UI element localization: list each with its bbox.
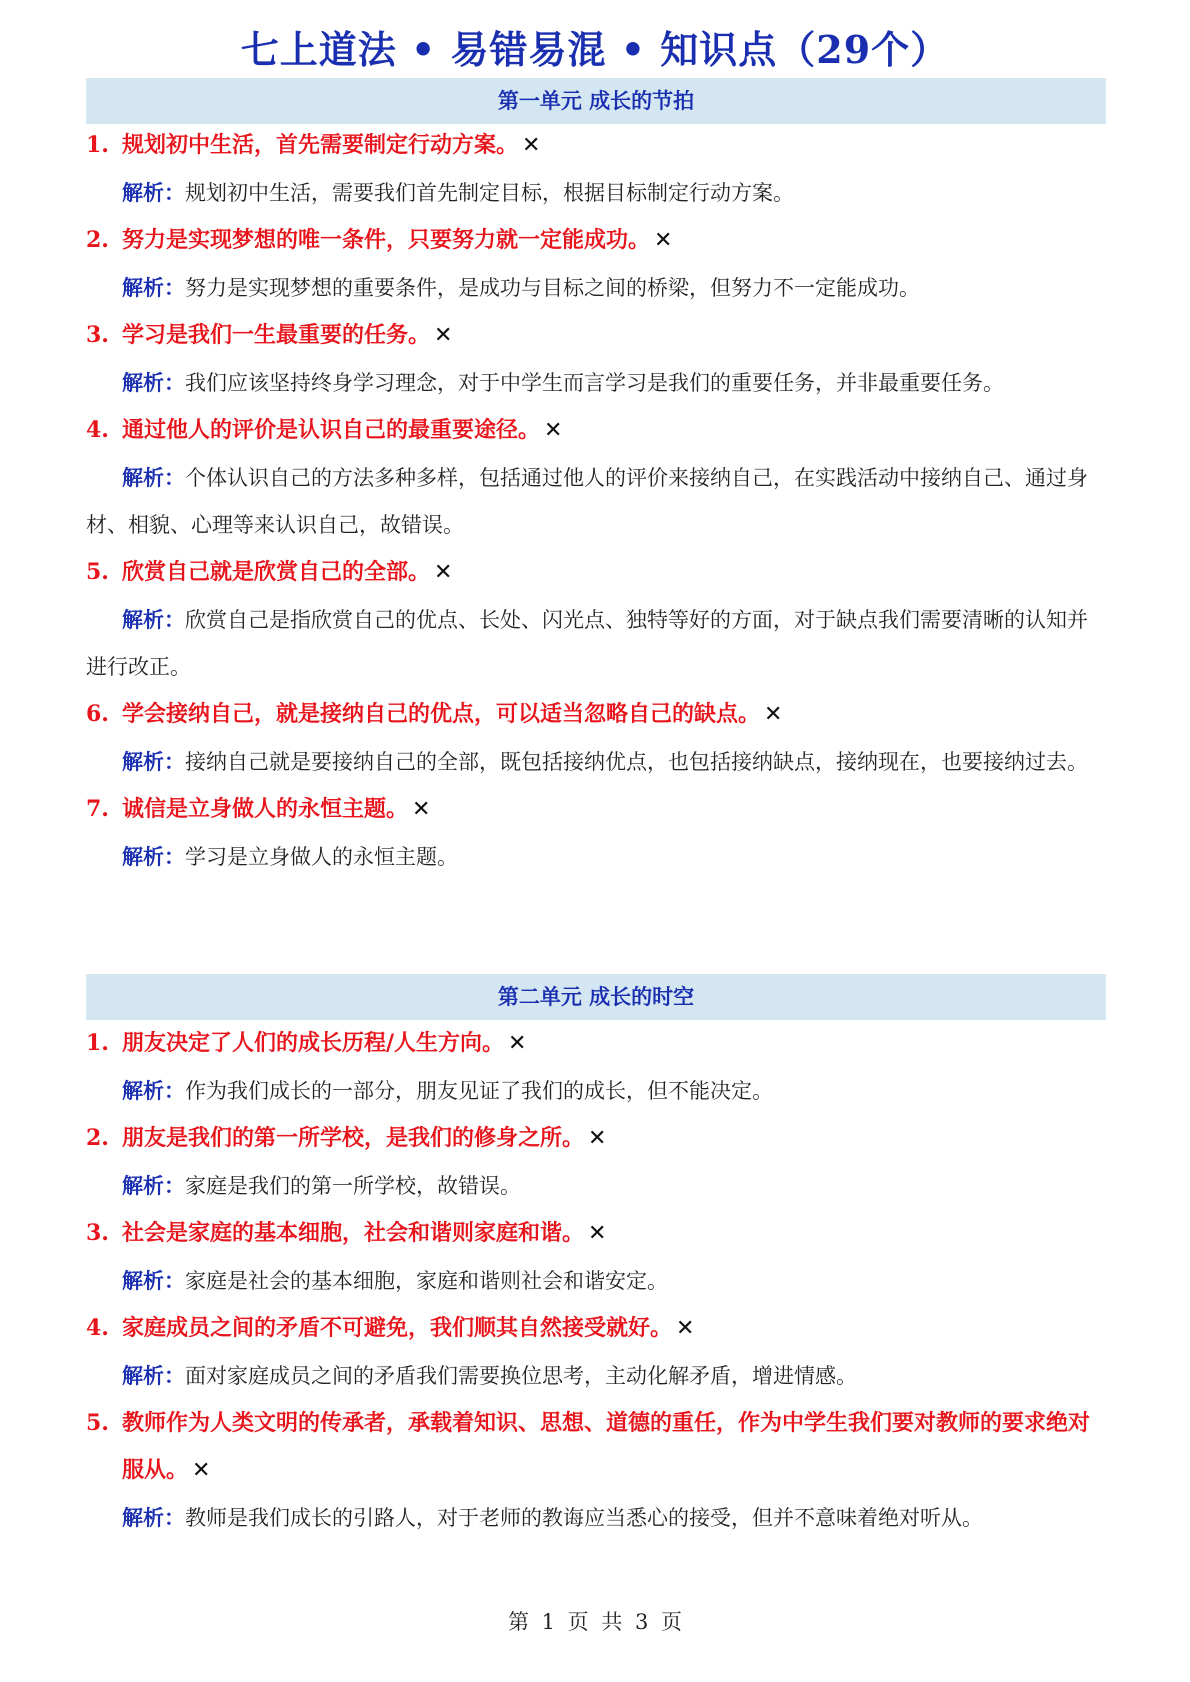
question-number: 1. xyxy=(86,1030,109,1056)
question-1-4 xyxy=(86,407,1106,454)
analysis-label: 解析： xyxy=(122,370,185,395)
question-text: 学会接纳自己，就是接纳自己的优点，可以适当忽略自己的缺点。 xyxy=(122,701,761,727)
wrong-mark-icon: ✕ xyxy=(588,1126,607,1151)
analysis-label: 解析： xyxy=(122,1268,185,1293)
unit-2-header: 第二单元 成长的时空 xyxy=(86,974,1106,1020)
question-1-7 xyxy=(86,786,1106,833)
page-title: 七上道法 • 易错易混 • 知识点（29个） xyxy=(240,27,950,72)
question-2-5 xyxy=(86,1400,1106,1494)
analysis-text: 学习是立身做人的永恒主题。 xyxy=(185,845,458,869)
analysis-text: 我们应该坚持终身学习理念，对于中学生而言学习是我们的重要任务，并非最重要任务。 xyxy=(185,371,1004,395)
question-number: 4. xyxy=(86,1315,109,1341)
analysis-2-2 xyxy=(86,1162,1106,1210)
question-1-6 xyxy=(86,691,1106,738)
analysis-text: 教师是我们成长的引路人，对于老师的教诲应当悉心的接受，但并不意味着绝对听从。 xyxy=(185,1506,983,1530)
analysis-label: 解析： xyxy=(122,1078,185,1103)
question-1-5 xyxy=(86,549,1106,596)
analysis-label: 解析： xyxy=(122,180,185,205)
question-number: 5. xyxy=(86,559,109,585)
wrong-mark-icon: ✕ xyxy=(588,1221,607,1246)
question-2-4 xyxy=(86,1305,1106,1352)
question-number: 2. xyxy=(86,1125,109,1151)
question-1-1 xyxy=(86,122,1106,169)
wrong-mark-icon: ✕ xyxy=(508,1031,527,1056)
question-number: 5. xyxy=(86,1410,109,1436)
question-number: 3. xyxy=(86,322,109,348)
question-text: 教师作为人类文明的传承者，承载着知识、思想、道德的重任，作为中学生我们要对教师的要求绝对服从。 xyxy=(122,1410,1091,1483)
unit-2-list xyxy=(86,1020,1106,1542)
analysis-1-3 xyxy=(86,359,1106,407)
question-text: 诚信是立身做人的永恒主题。 xyxy=(122,796,409,822)
question-number: 1. xyxy=(86,132,109,158)
analysis-1-6 xyxy=(86,738,1106,786)
wrong-mark-icon: ✕ xyxy=(764,702,783,727)
analysis-1-7 xyxy=(86,833,1106,881)
analysis-text: 个体认识自己的方法多种多样，包括通过他人的评价来接纳自己，在实践活动中接纳自己、通过身材、相貌、心理等来认识自己，故错误。 xyxy=(86,466,1088,537)
question-text: 社会是家庭的基本细胞，社会和谐则家庭和谐。 xyxy=(122,1220,585,1246)
wrong-mark-icon: ✕ xyxy=(522,133,541,158)
analysis-1-1 xyxy=(86,169,1106,217)
question-number: 7. xyxy=(86,796,109,822)
analysis-label: 解析： xyxy=(122,1363,185,1388)
question-text: 朋友是我们的第一所学校，是我们的修身之所。 xyxy=(122,1125,585,1151)
wrong-mark-icon: ✕ xyxy=(544,418,563,443)
analysis-label: 解析： xyxy=(122,1173,185,1198)
question-text: 努力是实现梦想的唯一条件，只要努力就一定能成功。 xyxy=(122,227,651,253)
analysis-2-1 xyxy=(86,1067,1106,1115)
unit-1-list xyxy=(86,122,1106,881)
question-1-3 xyxy=(86,312,1106,359)
question-1-2 xyxy=(86,217,1106,264)
analysis-label: 解析： xyxy=(122,844,185,869)
analysis-1-2 xyxy=(86,264,1106,312)
wrong-mark-icon: ✕ xyxy=(654,228,673,253)
analysis-2-3 xyxy=(86,1257,1106,1305)
question-text: 学习是我们一生最重要的任务。 xyxy=(122,322,431,348)
analysis-text: 家庭是社会的基本细胞，家庭和谐则社会和谐安定。 xyxy=(185,1269,668,1293)
page-footer: 第 1 页 共 3 页 xyxy=(507,1610,683,1634)
question-2-1 xyxy=(86,1020,1106,1067)
question-number: 2. xyxy=(86,227,109,253)
analysis-text: 接纳自己就是要接纳自己的全部，既包括接纳优点，也包括接纳缺点，接纳现在，也要接纳过去。 xyxy=(185,750,1088,774)
analysis-label: 解析： xyxy=(122,1505,185,1530)
question-text: 规划初中生活，首先需要制定行动方案。 xyxy=(122,132,519,158)
question-text: 通过他人的评价是认识自己的最重要途径。 xyxy=(122,417,541,443)
question-number: 4. xyxy=(86,417,109,443)
analysis-2-5 xyxy=(86,1494,1106,1542)
wrong-mark-icon: ✕ xyxy=(192,1458,211,1483)
analysis-1-5 xyxy=(86,596,1106,691)
analysis-2-4 xyxy=(86,1352,1106,1400)
question-number: 6. xyxy=(86,701,109,727)
wrong-mark-icon: ✕ xyxy=(434,560,453,585)
analysis-label: 解析： xyxy=(122,465,185,490)
analysis-1-4 xyxy=(86,454,1106,549)
analysis-text: 家庭是我们的第一所学校，故错误。 xyxy=(185,1174,521,1198)
analysis-text: 规划初中生活，需要我们首先制定目标，根据目标制定行动方案。 xyxy=(185,181,794,205)
wrong-mark-icon: ✕ xyxy=(434,323,453,348)
wrong-mark-icon: ✕ xyxy=(412,797,431,822)
question-text: 欣赏自己就是欣赏自己的全部。 xyxy=(122,559,431,585)
question-text: 朋友决定了人们的成长历程/人生方向。 xyxy=(122,1030,505,1056)
question-2-3 xyxy=(86,1210,1106,1257)
question-text: 家庭成员之间的矛盾不可避免，我们顺其自然接受就好。 xyxy=(122,1315,673,1341)
analysis-text: 面对家庭成员之间的矛盾我们需要换位思考，主动化解矛盾，增进情感。 xyxy=(185,1364,857,1388)
unit-1-header: 第一单元 成长的节拍 xyxy=(86,78,1106,124)
question-2-2 xyxy=(86,1115,1106,1162)
analysis-text: 欣赏自己是指欣赏自己的优点、长处、闪光点、独特等好的方面，对于缺点我们需要清晰的认知并进行改正。 xyxy=(86,608,1088,679)
analysis-text: 作为我们成长的一部分，朋友见证了我们的成长，但不能决定。 xyxy=(185,1079,773,1103)
analysis-text: 努力是实现梦想的重要条件，是成功与目标之间的桥梁，但努力不一定能成功。 xyxy=(185,276,920,300)
wrong-mark-icon: ✕ xyxy=(676,1316,695,1341)
question-number: 3. xyxy=(86,1220,109,1246)
analysis-label: 解析： xyxy=(122,607,185,632)
analysis-label: 解析： xyxy=(122,275,185,300)
analysis-label: 解析： xyxy=(122,749,185,774)
